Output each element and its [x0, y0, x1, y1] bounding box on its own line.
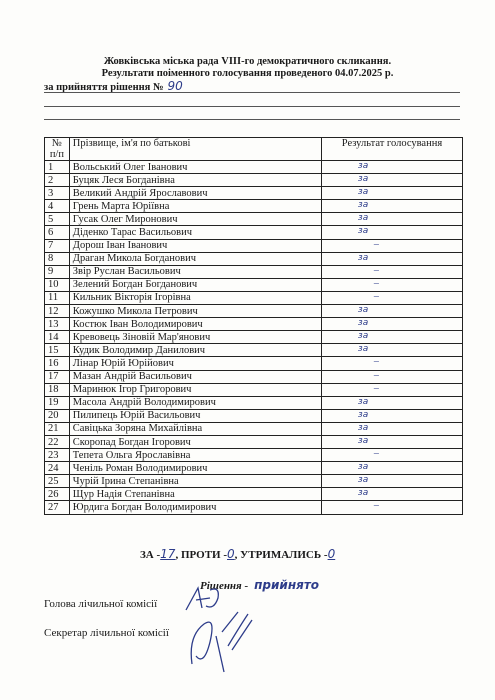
table-row	[45, 422, 463, 435]
row-name: Дорош Іван Іванович	[69, 239, 321, 252]
row-vote-cell	[321, 501, 462, 514]
utrymalys-value: 0	[327, 547, 336, 561]
row-vote: –	[373, 265, 379, 276]
row-vote: за	[357, 226, 369, 237]
col-name-header: Прізвище, ім'я по батькові	[69, 138, 321, 161]
row-vote-cell	[321, 357, 462, 370]
table-row	[45, 226, 463, 239]
table-row	[45, 344, 463, 357]
col-result-header: Результат голосування	[321, 138, 462, 161]
row-number: 22	[45, 435, 70, 448]
chair-label: Голова лічильної комісії	[44, 598, 158, 610]
utrymalys-label: , УТРИМАЛИСЬ -	[234, 549, 328, 561]
row-name: Кревовець Зіновій Мар'янович	[69, 331, 321, 344]
row-vote: за	[357, 435, 369, 446]
row-vote-cell	[321, 462, 462, 475]
row-name: Діденко Тарас Васильович	[69, 226, 321, 239]
council-title: Жовківська міська рада VIII-го демократичного скликання.	[103, 56, 392, 67]
table-row	[45, 305, 463, 318]
row-number: 19	[45, 396, 70, 409]
table-row	[45, 370, 463, 383]
row-number: 25	[45, 475, 70, 488]
row-name: Великий Андрій Ярославович	[69, 187, 321, 200]
decision-value: прийнято	[254, 578, 320, 592]
row-name: Костюк Іван Володимирович	[69, 318, 321, 331]
row-name: Пилипець Юрій Васильович	[69, 409, 321, 422]
row-vote-cell	[321, 435, 462, 448]
row-vote: за	[357, 252, 369, 263]
row-name: Тепета Ольга Ярославівна	[69, 449, 321, 462]
row-vote-cell	[321, 161, 462, 174]
row-number: 14	[45, 331, 70, 344]
table-row	[45, 200, 463, 213]
row-vote: за	[357, 331, 369, 342]
row-number: 26	[45, 488, 70, 501]
table-row	[45, 265, 463, 278]
row-name: Скоропад Богдан Ігорович	[69, 435, 321, 448]
table-row	[45, 252, 463, 265]
row-vote-cell	[321, 213, 462, 226]
blank-rule-1	[44, 92, 460, 93]
row-vote: за	[357, 475, 369, 486]
row-name: Ченіль Роман Володимирович	[69, 462, 321, 475]
row-number: 10	[45, 278, 70, 291]
row-name: Масола Андрій Володимирович	[69, 396, 321, 409]
row-name: Мазан Андрій Васильович	[69, 370, 321, 383]
row-number: 27	[45, 501, 70, 514]
row-vote: за	[357, 305, 369, 316]
table-row	[45, 174, 463, 187]
row-number: 6	[45, 226, 70, 239]
row-number: 11	[45, 291, 70, 304]
row-vote-cell	[321, 278, 462, 291]
table-row	[45, 383, 463, 396]
row-name: Звір Руслан Васильович	[69, 265, 321, 278]
blank-rule-2	[44, 106, 460, 107]
table-row	[45, 475, 463, 488]
row-vote-cell	[321, 488, 462, 501]
table-row	[45, 357, 463, 370]
table-header-row	[45, 138, 463, 161]
row-vote-cell	[321, 174, 462, 187]
row-vote-cell	[321, 344, 462, 357]
row-vote-cell	[321, 252, 462, 265]
row-vote: за	[357, 187, 369, 198]
table-row	[45, 501, 463, 514]
table-row	[45, 331, 463, 344]
table-row	[45, 213, 463, 226]
row-vote: за	[357, 422, 369, 433]
row-vote-cell	[321, 396, 462, 409]
proty-value: 0	[227, 547, 235, 561]
table-row	[45, 318, 463, 331]
blank-rule-3	[44, 119, 460, 120]
row-vote: –	[373, 356, 379, 368]
table-row	[45, 187, 463, 200]
row-vote: за	[357, 396, 369, 407]
row-name: Грень Марта Юріївна	[69, 200, 321, 213]
row-name: Кильник Вікторія Ігорівна	[69, 291, 321, 304]
table-row	[45, 291, 463, 304]
row-vote-cell	[321, 226, 462, 239]
row-vote: за	[357, 161, 369, 171]
row-vote: за	[357, 174, 369, 185]
row-name: Савіцька Зоряна Михайлівна	[69, 422, 321, 435]
row-number: 3	[45, 187, 70, 200]
proty-label: , ПРОТИ -	[175, 549, 228, 561]
row-number: 20	[45, 409, 70, 422]
za-value: 17	[160, 547, 176, 561]
row-number: 8	[45, 252, 70, 265]
row-vote: –	[373, 239, 379, 250]
row-vote-cell	[321, 449, 462, 462]
decision-label: Рішення -	[200, 580, 249, 592]
row-name: Лінар Юрій Юрійович	[69, 357, 321, 370]
row-vote-cell	[321, 305, 462, 318]
row-vote-cell	[321, 422, 462, 435]
table-row	[45, 239, 463, 252]
row-vote-cell	[321, 383, 462, 396]
row-vote-cell	[321, 370, 462, 383]
motion-label: за прийняття рішення №	[44, 82, 164, 93]
row-vote: за	[357, 409, 369, 420]
row-number: 2	[45, 174, 70, 187]
col-number-header: № п/п	[45, 138, 70, 161]
table-row	[45, 488, 463, 501]
row-name: Буцяк Леся Богданівна	[69, 174, 321, 187]
row-vote: –	[373, 370, 379, 381]
row-number: 17	[45, 370, 70, 383]
row-vote-cell	[321, 239, 462, 252]
row-vote: –	[373, 278, 379, 289]
row-vote: за	[357, 488, 369, 499]
row-name: Драган Микола Богданович	[69, 252, 321, 265]
table-row	[45, 462, 463, 475]
row-number: 4	[45, 200, 70, 213]
row-name: Щур Надія Степанівна	[69, 488, 321, 501]
row-vote: –	[373, 291, 379, 302]
row-vote-cell	[321, 291, 462, 304]
row-name: Зелений Богдан Богданович	[69, 278, 321, 291]
row-number: 13	[45, 318, 70, 331]
row-vote-cell	[321, 200, 462, 213]
row-vote: –	[373, 500, 379, 512]
row-vote-cell	[321, 331, 462, 344]
row-number: 7	[45, 239, 70, 252]
motion-number: 90	[167, 79, 183, 93]
row-number: 12	[45, 305, 70, 318]
row-vote: –	[373, 448, 379, 460]
row-name: Вольський Олег Іванович	[69, 161, 321, 174]
secretary-signature	[182, 606, 262, 676]
row-vote-cell	[321, 475, 462, 488]
vote-results-title: Результати поіменного голосування проведеного 04.07.2025 р.	[101, 68, 394, 79]
table-row	[45, 449, 463, 462]
row-name: Кудик Володимир Данилович	[69, 344, 321, 357]
secretary-label: Секретар лічильної комісії	[44, 627, 169, 639]
row-vote: –	[373, 383, 379, 394]
row-vote: за	[357, 344, 369, 355]
za-label: ЗА -	[140, 549, 161, 561]
row-number: 15	[45, 344, 70, 357]
row-number: 1	[45, 161, 70, 174]
row-vote: за	[357, 213, 369, 224]
row-number: 16	[45, 357, 70, 370]
row-vote: за	[357, 462, 369, 473]
row-number: 9	[45, 265, 70, 278]
table-row	[45, 161, 463, 174]
row-vote-cell	[321, 409, 462, 422]
row-number: 23	[45, 449, 70, 462]
row-number: 24	[45, 462, 70, 475]
row-number: 21	[45, 422, 70, 435]
row-name: Юрдига Богдан Володимирович	[69, 501, 321, 514]
table-row	[45, 278, 463, 291]
roll-call-table	[44, 137, 463, 515]
row-number: 18	[45, 383, 70, 396]
row-name: Чурій Ірина Степанівна	[69, 475, 321, 488]
row-vote-cell	[321, 187, 462, 200]
row-vote-cell	[321, 318, 462, 331]
row-number: 5	[45, 213, 70, 226]
motion-line	[44, 79, 183, 93]
row-vote-cell	[321, 265, 462, 278]
row-name: Маринюк Ігор Григорович	[69, 383, 321, 396]
row-vote: за	[357, 318, 369, 329]
row-vote: за	[357, 200, 369, 211]
row-name: Кожушко Микола Петрович	[69, 305, 321, 318]
row-name: Гусак Олег Миронович	[69, 213, 321, 226]
table-row	[45, 409, 463, 422]
table-row	[45, 396, 463, 409]
table-row	[45, 435, 463, 448]
tally-line	[140, 547, 335, 561]
